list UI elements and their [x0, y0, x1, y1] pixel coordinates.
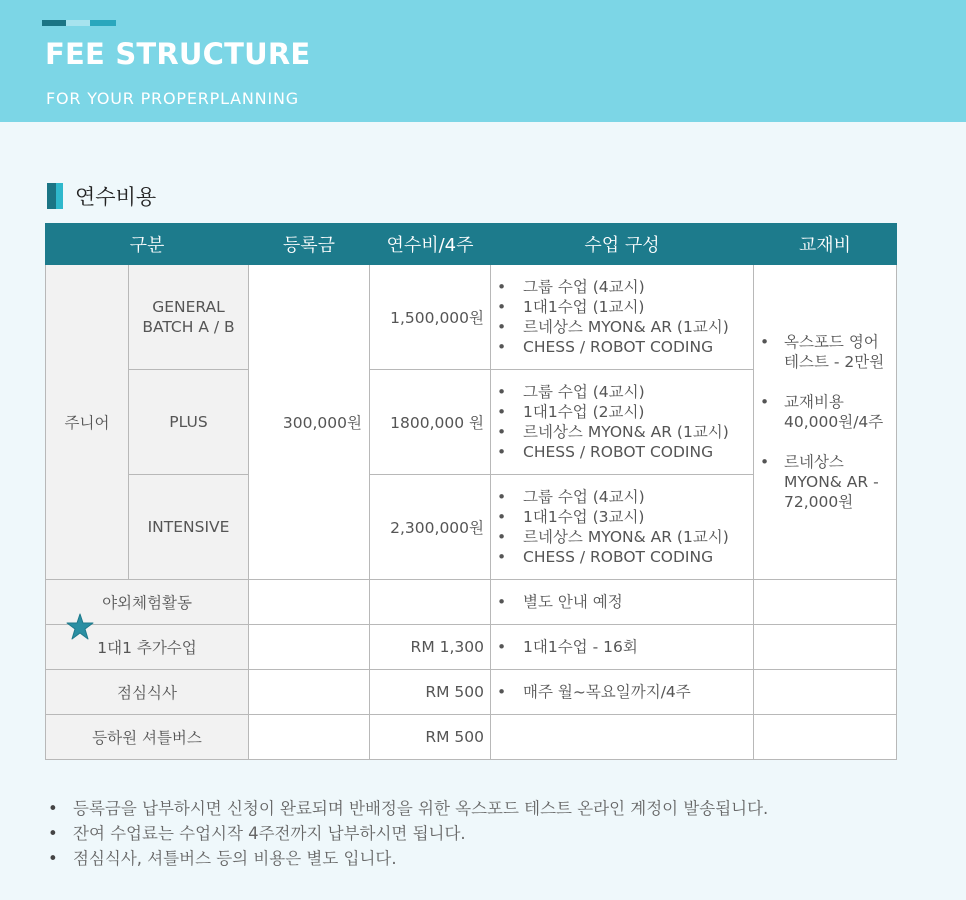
starfish-icon: [65, 612, 95, 642]
registration-fee: [249, 670, 370, 715]
tuition-fee: RM 500: [370, 715, 491, 760]
materials-cell: [754, 670, 897, 715]
registration-fee: 300,000원: [249, 265, 370, 580]
tuition-fee: 1800,000 원: [370, 370, 491, 475]
materials-cell: [754, 265, 897, 580]
table-header-row: [46, 224, 897, 265]
list-item: • 르네상스 MYON& AR (1교시): [497, 422, 753, 442]
list-item: • 별도 안내 예정: [497, 592, 753, 612]
list-item: • 그룹 수업 (4교시): [497, 277, 753, 297]
table-row: [46, 625, 897, 670]
curriculum-cell: [491, 265, 754, 370]
program-name: INTENSIVE: [129, 475, 249, 580]
table-row: [46, 670, 897, 715]
header-accent-bar: [42, 20, 66, 26]
list-item: • 르네상스 MYON& AR (1교시): [497, 317, 753, 337]
materials-cell: [754, 625, 897, 670]
registration-fee: [249, 715, 370, 760]
page-title: FEE STRUCTURE: [45, 37, 311, 71]
program-name: PLUS: [129, 370, 249, 475]
list-item: • 1대1수업 - 16회: [497, 637, 753, 657]
header-accent-bar: [90, 20, 116, 26]
column-header-tuition: 연수비/4주: [370, 224, 491, 265]
curriculum-cell: [491, 625, 754, 670]
curriculum-cell: [491, 580, 754, 625]
list-item: • 1대1수업 (2교시): [497, 402, 753, 422]
list-item: • 그룹 수업 (4교시): [497, 487, 753, 507]
tuition-fee: [370, 580, 491, 625]
list-item: • 그룹 수업 (4교시): [497, 382, 753, 402]
note-item: • 등록금을 납부하시면 신청이 완료되며 반배정을 위한 옥스포드 테스트 온라인 계정이 발송됩니다.: [48, 796, 768, 821]
tuition-fee: RM 500: [370, 670, 491, 715]
table-row: [46, 265, 897, 370]
extra-name: 야외체험활동: [46, 580, 249, 625]
column-header-registration: 등록금: [249, 224, 370, 265]
list-item: • 매주 월~목요일까지/4주: [497, 682, 753, 702]
curriculum-cell: [491, 475, 754, 580]
section-marker-icon: [47, 183, 63, 209]
header-accent-bar: [66, 20, 90, 26]
tuition-fee: RM 1,300: [370, 625, 491, 670]
curriculum-cell: [491, 670, 754, 715]
fee-table: [45, 223, 897, 760]
extra-name: 점심식사: [46, 670, 249, 715]
tuition-fee: 2,300,000원: [370, 475, 491, 580]
program-name: GENERAL BATCH A / B: [129, 265, 249, 370]
note-item: • 잔여 수업료는 수업시작 4주전까지 납부하시면 됩니다.: [48, 821, 768, 846]
list-item: • 르네상스 MYON& AR - 72,000원: [760, 452, 892, 512]
note-item: • 점심식사, 셔틀버스 등의 비용은 별도 입니다.: [48, 846, 768, 871]
curriculum-cell: [491, 715, 754, 760]
materials-cell: [754, 580, 897, 625]
header-banner: [0, 0, 966, 122]
page-subtitle: FOR YOUR PROPERPLANNING: [46, 89, 299, 108]
section-heading: [47, 182, 156, 210]
curriculum-cell: [491, 370, 754, 475]
section-title: 연수비용: [75, 185, 157, 209]
list-item: • 르네상스 MYON& AR (1교시): [497, 527, 753, 547]
list-item: • 1대1수업 (3교시): [497, 507, 753, 527]
list-item: • CHESS / ROBOT CODING: [497, 442, 753, 462]
list-item: • CHESS / ROBOT CODING: [497, 337, 753, 357]
materials-cell: [754, 715, 897, 760]
registration-fee: [249, 625, 370, 670]
tuition-fee: 1,500,000원: [370, 265, 491, 370]
list-item: • 1대1수업 (1교시): [497, 297, 753, 317]
notes-list: [48, 796, 768, 871]
list-item: • 옥스포드 영어 테스트 - 2만원: [760, 332, 892, 372]
table-row: [46, 580, 897, 625]
table-row: [46, 715, 897, 760]
junior-label: 주니어: [46, 265, 129, 580]
extra-name: 등하원 셔틀버스: [46, 715, 249, 760]
registration-fee: [249, 580, 370, 625]
column-header-curriculum: 수업 구성: [491, 224, 754, 265]
list-item: • CHESS / ROBOT CODING: [497, 547, 753, 567]
extra-name: 1대1 추가수업: [46, 625, 249, 670]
column-header-category: 구분: [46, 224, 249, 265]
column-header-materials: 교재비: [754, 224, 897, 265]
list-item: • 교재비용 40,000원/4주: [760, 392, 892, 432]
